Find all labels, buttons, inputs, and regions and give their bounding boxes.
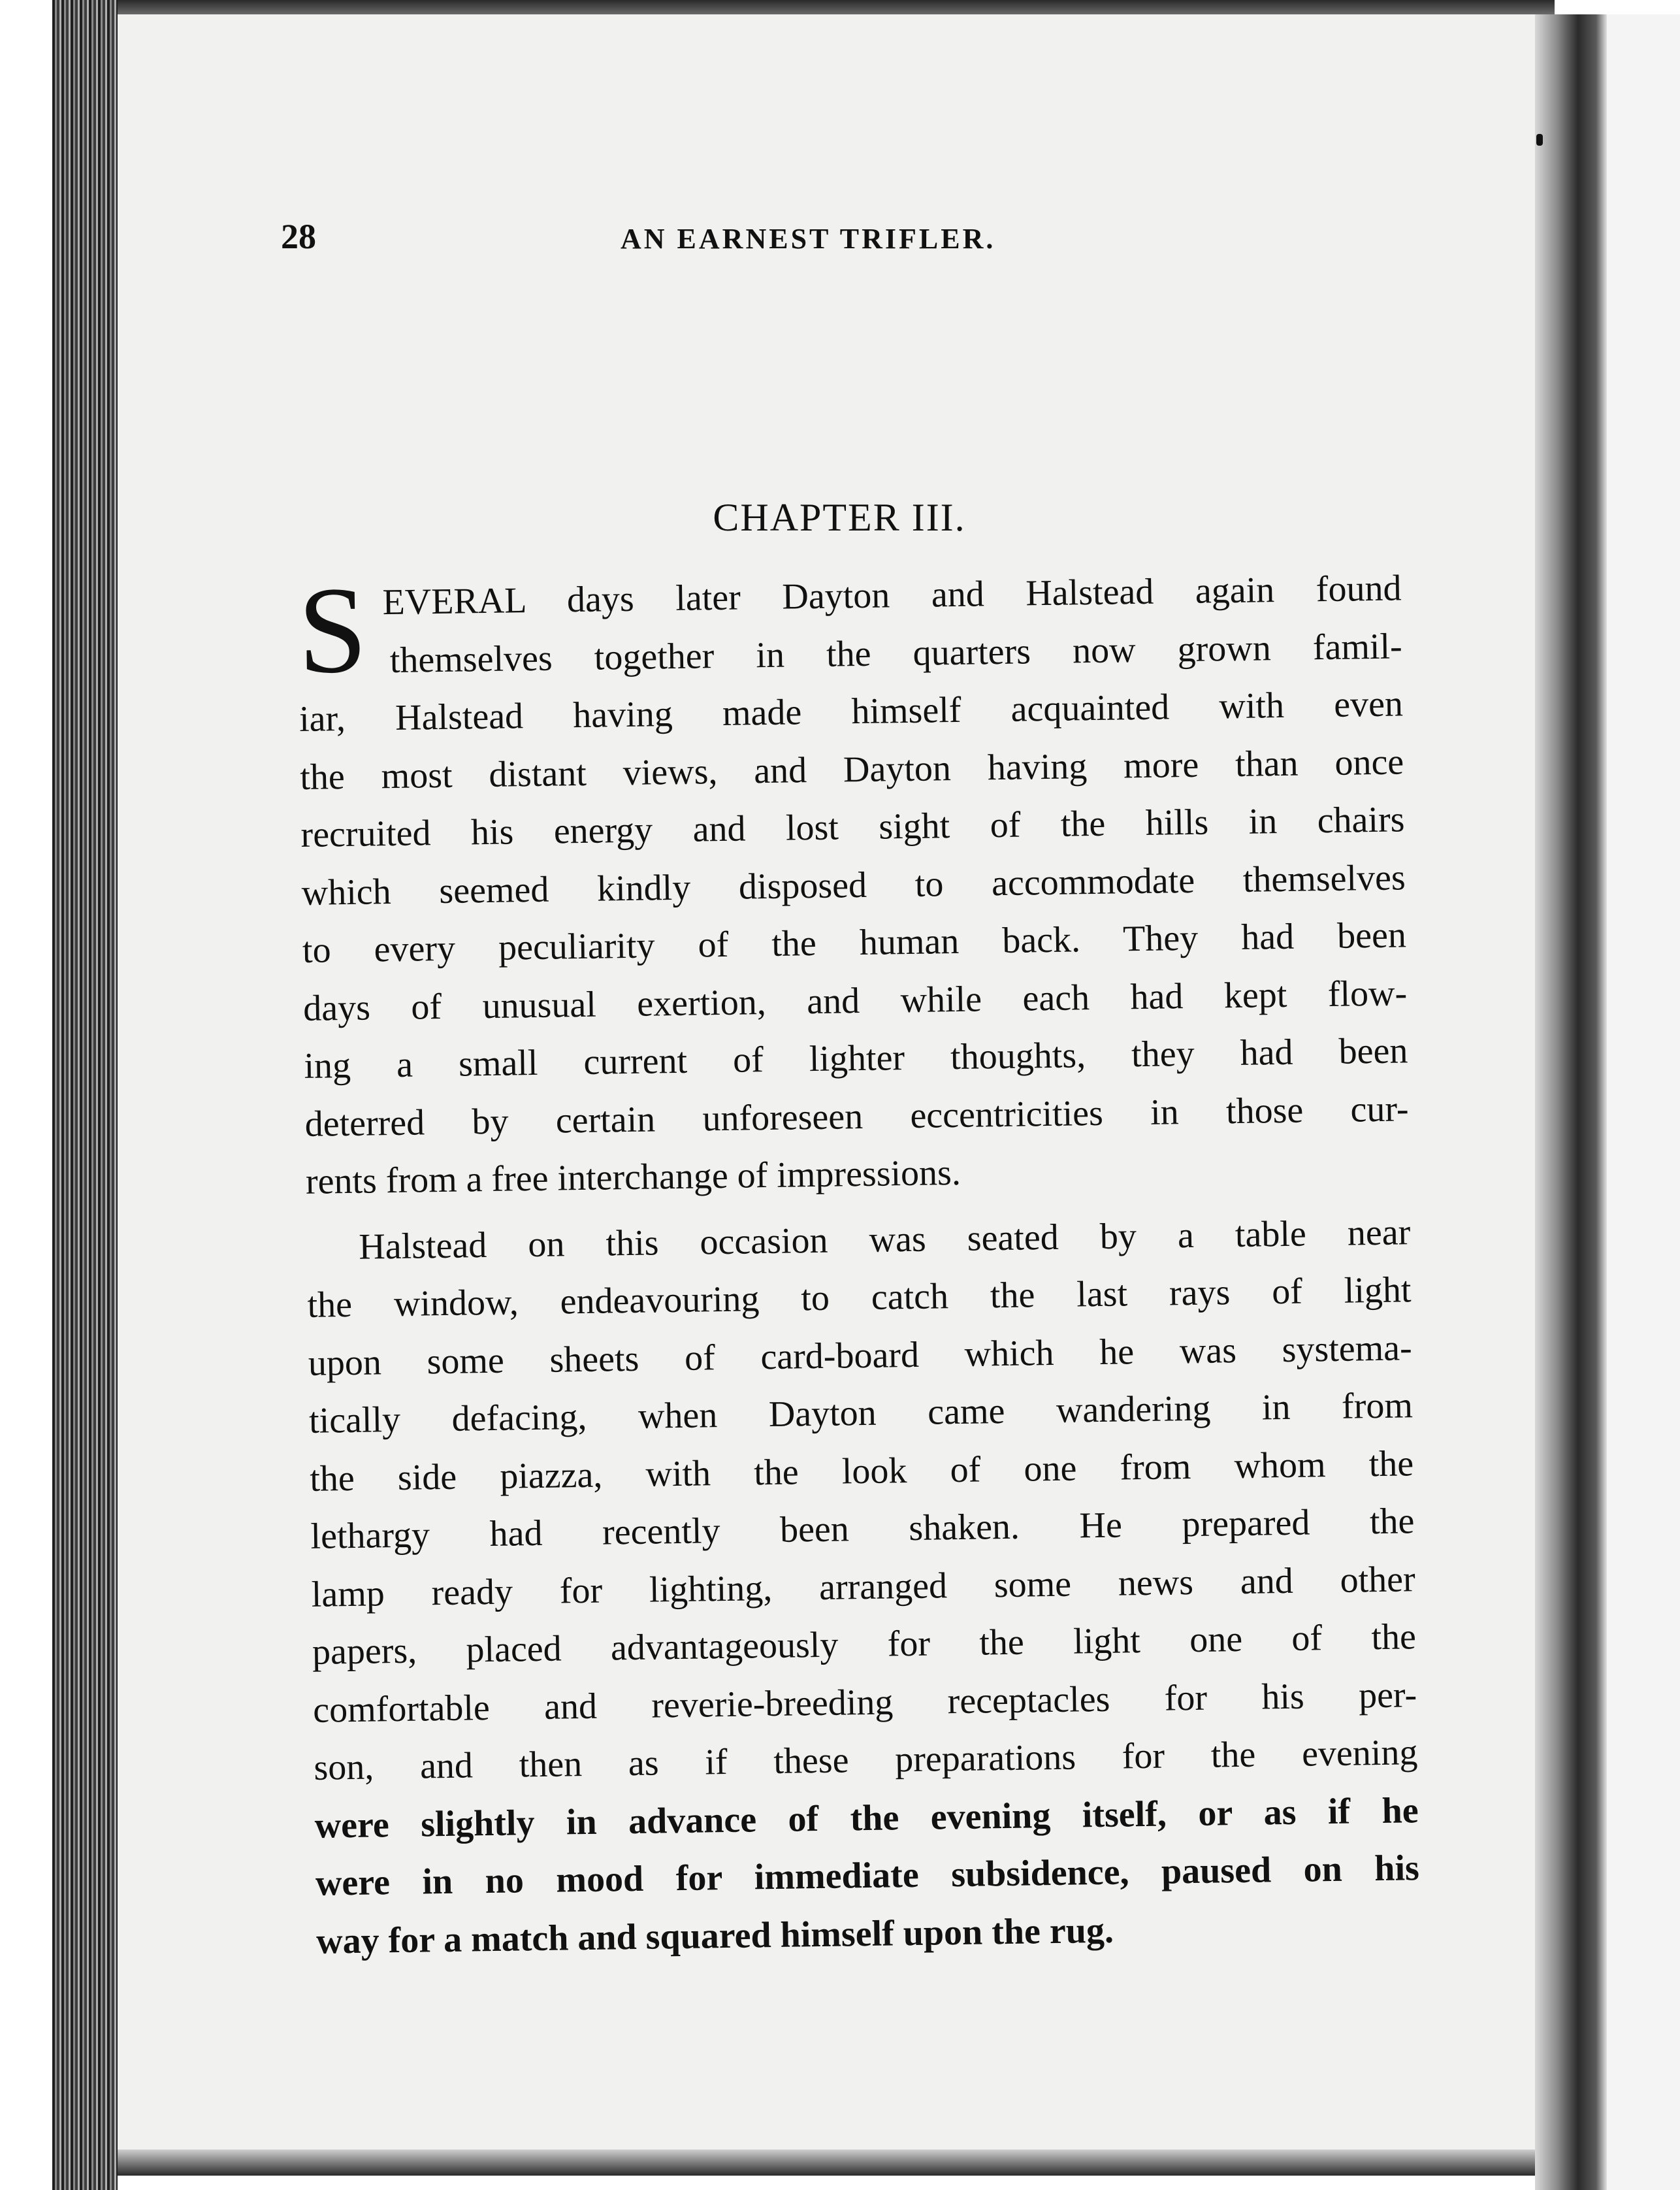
text-line: deterred by certain unforeseen eccentricities in those cur- — [304, 1088, 1410, 1145]
book-bottom-edge — [118, 2149, 1548, 2176]
text-line: tically defacing, when Dayton came wandering in from — [308, 1385, 1413, 1441]
text-line: the most distant views, and Dayton having more than once — [299, 741, 1404, 798]
scan-speck — [1536, 134, 1543, 146]
running-title: AN EARNEST TRIFLER. — [621, 223, 996, 255]
chapter-heading: CHAPTER III. — [713, 496, 966, 539]
drop-cap: S — [297, 561, 368, 700]
paragraph-1 — [297, 559, 1410, 1211]
text-line: EVERAL days later Dayton and Halstead again found — [382, 568, 1402, 623]
text-line: the side piazza, with the look of one from whom the — [309, 1443, 1414, 1499]
text-line: son, and then as if these preparations for the evening — [314, 1732, 1418, 1788]
text-line: were in no mood for immediate subsidence, paused on his — [315, 1848, 1420, 1904]
paragraph-2 — [306, 1203, 1421, 1970]
facing-page-edge — [1607, 14, 1680, 2190]
text-line: which seemed kindly disposed to accommodate themselves — [301, 857, 1406, 913]
book-top-edge — [52, 0, 1555, 14]
book-gutter — [1535, 14, 1607, 2190]
body-text — [297, 559, 1421, 1970]
text-line: the window, endeavouring to catch the last rays of light — [307, 1269, 1412, 1326]
text-line: way for a match and squared himself upon the rug. — [315, 1910, 1114, 1962]
page-number: 28 — [281, 217, 316, 256]
text-line: lethargy had recently been shaken. He prepared the — [310, 1501, 1415, 1557]
page-stack-edge — [52, 0, 118, 2190]
text-line: iar, Halstead having made himself acquainted with even — [299, 683, 1404, 740]
text-line: lamp ready for lighting, arranged some news and other — [311, 1558, 1416, 1615]
text-line: recruited his energy and lost sight of the hills in chairs — [300, 799, 1405, 855]
text-line: upon some sheets of card-board which he was systema- — [308, 1327, 1413, 1384]
text-line: rents from a free interchange of impressions. — [305, 1152, 961, 1202]
text-line: themselves together in the quarters now grown famil- — [389, 625, 1403, 681]
text-line: ing a small current of lighter thoughts, they had been — [304, 1030, 1408, 1087]
text-line: to every peculiarity of the human back. They had been — [302, 915, 1407, 971]
text-line: were slightly in advance of the evening itself, or as if he — [314, 1790, 1419, 1846]
text-line: papers, placed advantageously for the light one of the — [312, 1616, 1417, 1673]
text-line: days of unusual exertion, and while each had kept flow- — [302, 972, 1408, 1029]
text-line: comfortable and reverie-breeding receptacles for his per- — [312, 1674, 1417, 1731]
running-head — [281, 210, 1509, 263]
text-line: Halstead on this occasion was seated by a table near — [358, 1211, 1411, 1267]
